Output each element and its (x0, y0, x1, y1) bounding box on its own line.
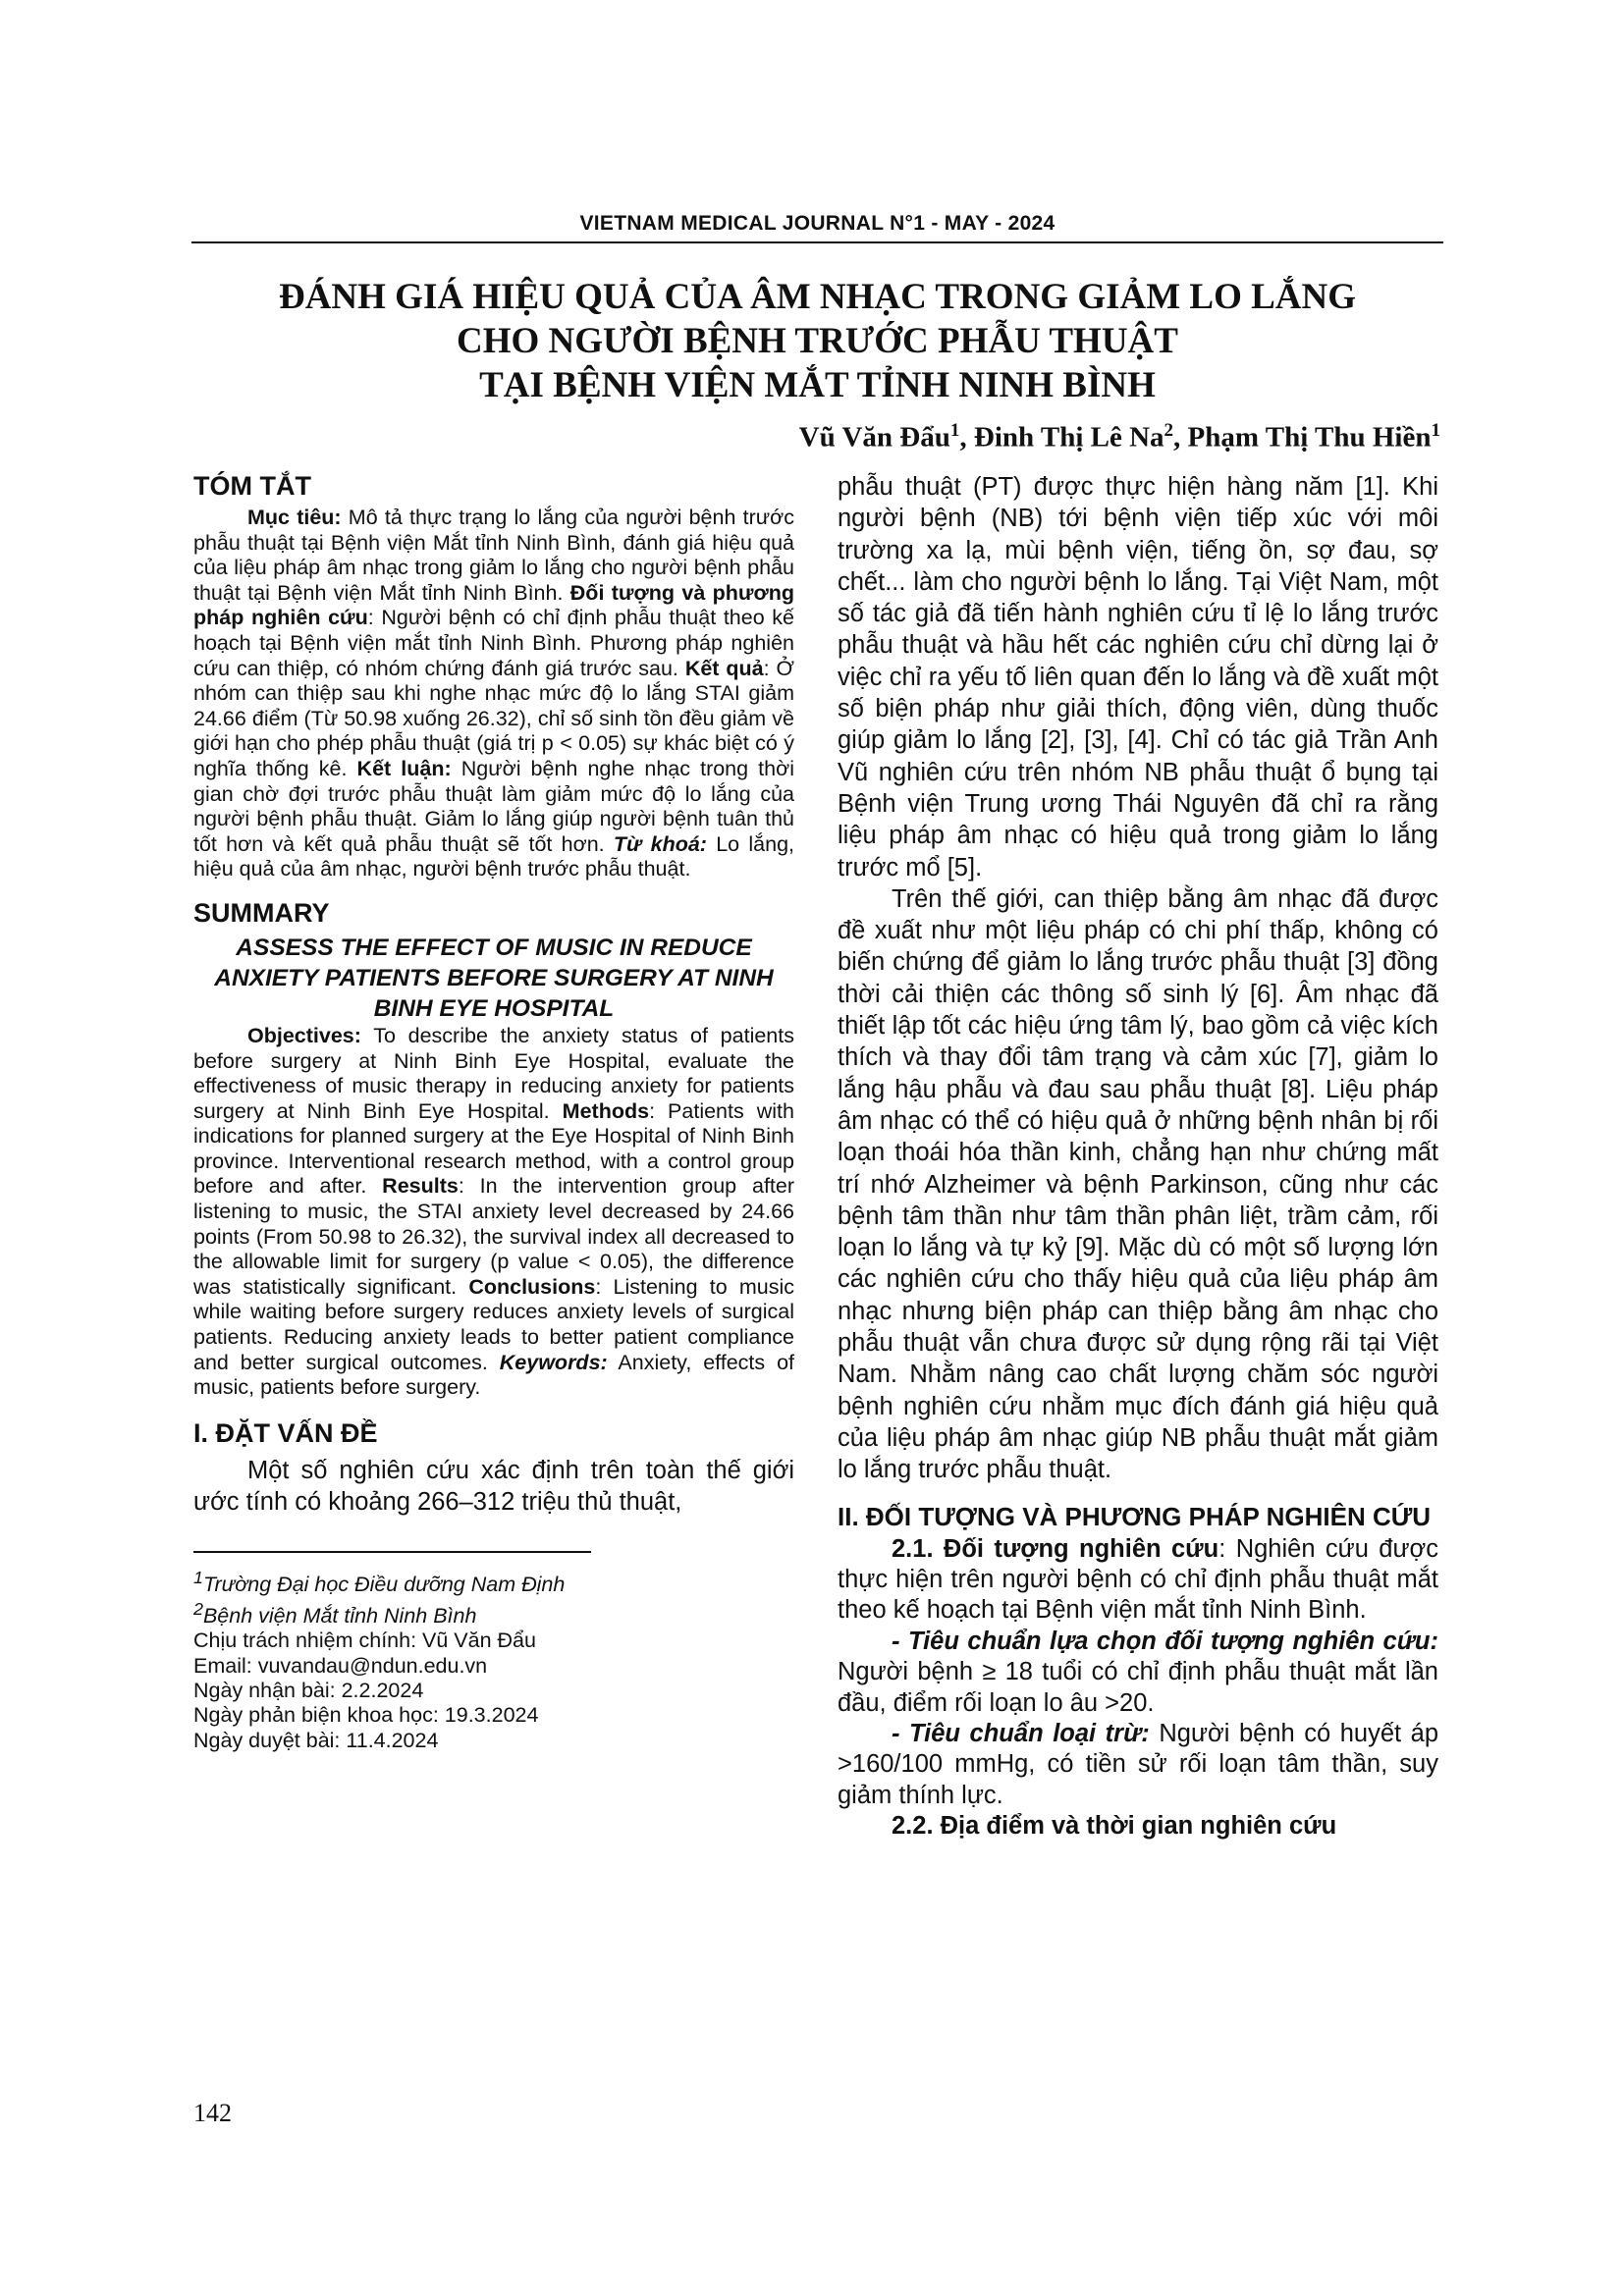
tu-khoa-text: Lo lắng, hiệu quả của âm nhạc, người bệnh trước phẫu thuật. (193, 831, 794, 881)
exclusion-criteria (838, 1719, 1438, 1811)
date-received: Ngày nhận bài: 2.2.2024 (193, 1678, 424, 1702)
keywords-text: Anxiety, effects of music, patients before surgery. (193, 1350, 794, 1400)
section-1-paragraph-start: Một số nghiên cứu xác định trên toàn thế giới ước tính có khoảng 266–312 triệu thủ thuật, (193, 1456, 794, 1517)
inclusion-criteria (838, 1627, 1438, 1719)
title-line-2: CHO NGƯỜI BỆNH TRƯỚC PHẪU THUẬT (457, 321, 1178, 361)
left-column (193, 471, 794, 1753)
date-reviewed: Ngày phản biện khoa học: 19.3.2024 (193, 1703, 539, 1728)
keywords-label: Keywords: (499, 1350, 608, 1374)
footnote-rule (193, 1551, 591, 1553)
tom-tat-paragraph (193, 506, 794, 882)
ket-qua-text: : Ở nhóm can thiệp sau khi nghe nhạc mức độ lo lắng STAI giảm 24.66 điểm (Từ 50.98 xuống 26.32), chỉ số sinh tồn đều giảm về giới hạn cho phép phẫu thuật (giá trị p < 0.05) sự khác biệt có ý nghĩa thống kê. (193, 656, 794, 780)
right-column (838, 471, 1438, 1842)
summary-heading: SUMMARY (193, 897, 330, 928)
objectives-text: To describe the anxiety status of patients before surgery at Ninh Binh Eye Hospital, evaluate the effectiveness of music therapy in reducing anxiety for patients surgery at Ninh Binh Eye Hospital. (193, 1023, 794, 1123)
author-affiliation-mark: 1 (949, 420, 960, 441)
tu-khoa-label: Từ khoá: (613, 831, 707, 856)
section-2-1-label: 2.1. Đối tượng nghiên cứu (892, 1534, 1219, 1563)
author-name: Vũ Văn Đẩu (798, 421, 950, 454)
title-line-3: TẠI BỆNH VIỆN MẮT TỈNH NINH BÌNH (479, 365, 1156, 405)
author-name: Phạm Thị Thu Hiền (1187, 421, 1432, 454)
corresponding-author: Chịu trách nhiệm chính: Vũ Văn Đẩu (193, 1629, 536, 1653)
affiliation-1: Trường Đại học Điều dưỡng Nam Định (202, 1572, 566, 1596)
results-text: : In the intervention group after listening to music, the STAI anxiety level decreased by 24.66 points (From 50.98 to 26.32), the survival index all decreased to the allowable limit for surgery (p value < 0.05), the difference was statistically significant. (193, 1174, 795, 1299)
article-title (191, 275, 1443, 407)
inclusion-text: Người bệnh ≥ 18 tuổi có chỉ định phẫu thuật mắt lần đầu, điểm rối loạn lo âu >20. (838, 1658, 1438, 1717)
page-number: 142 (193, 2099, 232, 2127)
ket-qua-label: Kết quả (684, 656, 764, 680)
author-affiliation-mark: 1 (1431, 420, 1440, 441)
section-1-heading: I. ĐẶT VẤN ĐỀ (193, 1417, 378, 1448)
date-accepted: Ngày duyệt bài: 11.4.2024 (193, 1728, 439, 1752)
results-label: Results (382, 1174, 459, 1199)
ket-luan-label: Kết luận: (356, 756, 452, 780)
section-2-1-text: : Nghiên cứu được thực hiện trên người bệnh có chỉ định phẫu thuật mắt theo kế hoạch tại Bệnh viện mắt tỉnh Ninh Bình. (838, 1534, 1439, 1625)
inclusion-label: - Tiêu chuẩn lựa chọn đối tượng nghiên cứu: (892, 1627, 1438, 1655)
methods-label: Methods (562, 1098, 650, 1123)
conclusions-label: Conclusions (468, 1274, 596, 1299)
exclusion-text: Người bệnh có huyết áp >160/100 mmHg, có tiền sử rối loạn tâm thần, suy giảm thính lực. (838, 1719, 1439, 1809)
conclusions-text: : Listening to music while waiting before surgery reduces anxiety levels of surgical patients. Reducing anxiety leads to better patient compliance and better surgical outcomes. (193, 1274, 794, 1374)
muc-tieu-label: Mục tiêu: (247, 506, 342, 529)
author-name: Đinh Thị Lê Na (973, 421, 1164, 454)
doi-tuong-label: Đối tượng và phương pháp nghiên cứu (193, 580, 794, 630)
exclusion-label: - Tiêu chuẩn loại trừ: (892, 1719, 1150, 1747)
objectives-label: Objectives: (247, 1023, 361, 1047)
section-2-2-label: 2.2. Địa điểm và thời gian nghiên cứu (892, 1812, 1337, 1841)
section-2-1-paragraph (838, 1534, 1438, 1627)
section-2-2-heading (838, 1811, 1438, 1842)
footnote-affiliation-mark: 2 (193, 1598, 203, 1619)
author-separator: , (1173, 421, 1188, 454)
muc-tieu-text: Mô tả thực trạng lo lắng của người bệnh trước phẫu thuật tại Bệnh viện Mắt tỉnh Ninh Bình, đánh giá hiệu quả của liệu pháp âm nhạc trong giảm lo lắng cho người bệnh phẫu thuật tại Bệnh viện Mắt tỉnh Ninh Bình. (193, 506, 794, 605)
summary-paragraph (193, 1024, 794, 1401)
author-list (799, 420, 1440, 454)
tom-tat-heading: TÓM TẮT (193, 471, 311, 501)
affiliation-2: Bệnh viện Mắt tỉnh Ninh Bình (202, 1604, 477, 1629)
ket-luan-text: Người bệnh nghe nhạc trong thời gian chờ đợi trước phẫu thuật làm giảm mức độ lo lắng của người bệnh phẫu thuật. Giảm lo lắng giúp người bệnh tuân thủ tốt hơn và kết quả phẫu thuật sẽ tốt hơn. (193, 756, 794, 856)
header-rule (191, 241, 1443, 243)
summary-title: ASSESS THE EFFECT OF MUSIC IN REDUCE ANXIETY PATIENTS BEFORE SURGERY AT NINH BINH EYE HOSPITAL (214, 934, 774, 1022)
author-separator: , (959, 421, 974, 454)
section-1-paragraph-continued: phẫu thuật (PT) được thực hiện hàng năm [1]. Khi người bệnh (NB) tới bệnh viện tiếp xúc với môi trường xa lạ, mùi bệnh viện, tiếng ồn, sợ đau, sợ chết... làm cho người bệnh lo lắng. Tại Việt Nam, một số tác giả đã tiến hành nghiên cứu tỉ lệ lo lắng trước phẫu thuật và hầu hết các nghiên cứu chỉ dừng lại ở việc chỉ ra yếu tố liên quan đến lo lắng và đề xuất một số biện pháp như giải thích, động viên, dùng thuốc giúp giảm lo lắng [2], [3], [4]. Chỉ có tác giả Trần Anh Vũ nghiên cứu trên nhóm NB phẫu thuật ổ bụng tại Bệnh viện Trung ương Thái Nguyên đã chỉ ra rằng liệu pháp âm nhạc có hiệu quả trong giảm lo lắng trước mổ [5]. (838, 473, 1438, 881)
author-affiliation-mark: 2 (1164, 420, 1174, 441)
title-line-1: ĐÁNH GIÁ HIỆU QUẢ CỦA ÂM NHẠC TRONG GIẢM LO LẮNG (278, 277, 1357, 317)
doi-tuong-text: : Người bệnh có chỉ định phẫu thuật theo kế hoạch tại Bệnh viện mắt tỉnh Ninh Bình. Phương pháp nghiên cứu can thiệp, có nhóm chứng đánh giá trước sau. (193, 606, 794, 680)
footnotes (193, 1565, 794, 1752)
section-2-heading: II. ĐỐI TƯỢNG VÀ PHƯƠNG PHÁP NGHIÊN CỨU (838, 1501, 1432, 1531)
journal-running-header: VIETNAM MEDICAL JOURNAL N°1 - MAY - 2024 (579, 212, 1056, 235)
section-1-paragraph-2: Trên thế giới, can thiệp bằng âm nhạc đã được đề xuất như một liệu pháp có chi phí thấp, không có biến chứng để giảm lo lắng trước phẫu thuật [3] đồng thời cải thiện các thông số sinh lý [6]. Âm nhạc đã thiết lập tốt các hiệu ứng tâm lý, bao gồm cả việc kích thích và thay đổi tâm trạng và cảm xúc [7], giảm lo lắng hậu phẫu và đau sau phẫu thuật [8]. Liệu pháp âm nhạc có thể có hiệu quả ở những bệnh nhân bị rối loạn thoái hóa thần kinh, chẳng hạn như chứng mất trí nhớ Alzheimer và bệnh Parkinson, cũng như các bệnh tâm thần như tâm thần phân liệt, trầm cảm, rối loạn lo lắng và tự kỷ [9]. Mặc dù có một số lượng lớn các nghiên cứu cho thấy hiệu quả của liệu pháp âm nhạc nhưng biện pháp can thiệp bằng âm nhạc cho phẫu thuật vẫn chưa được sử dụng rộng rãi tại Việt Nam. Nhằm nâng cao chất lượng chăm sóc người bệnh nghiên cứu nhằm mục đích đánh giá hiệu quả của liệu pháp âm nhạc giúp NB phẫu thuật mắt giảm lo lắng trước phẫu thuật. (838, 884, 1438, 1484)
corresponding-email: Email: vuvandau@ndun.edu.vn (193, 1653, 488, 1678)
methods-text: : Patients with indications for planned surgery at the Eye Hospital of Ninh Binh province. Interventional research method, with a control group before and after. (193, 1098, 794, 1199)
footnote-affiliation-mark: 1 (193, 1567, 203, 1587)
